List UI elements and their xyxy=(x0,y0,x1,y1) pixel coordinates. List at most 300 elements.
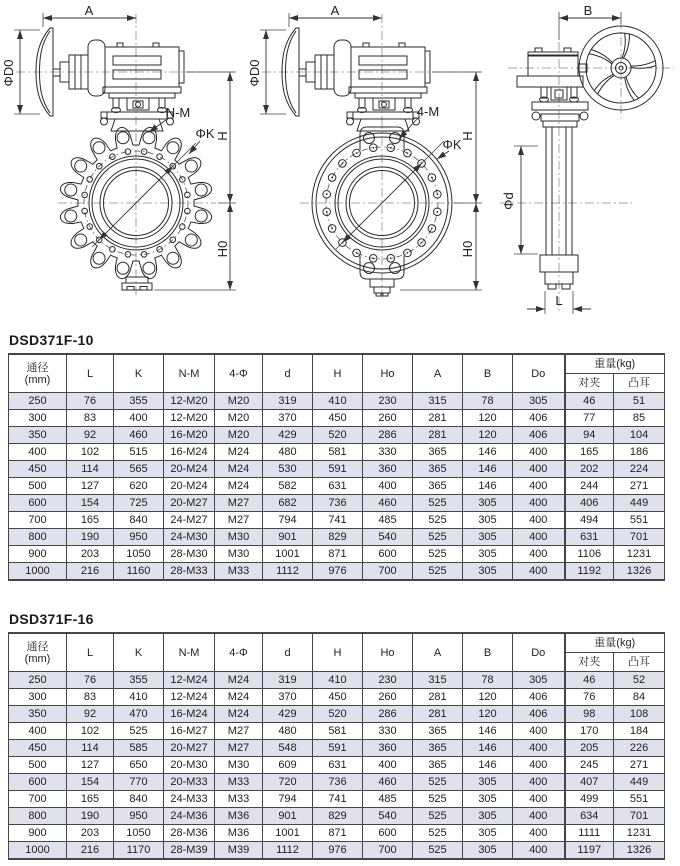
table-row xyxy=(9,689,665,706)
table-cell: 305 xyxy=(463,563,513,581)
drawing-shape xyxy=(107,112,167,119)
drawing-shape xyxy=(342,163,344,165)
table-row xyxy=(9,495,665,512)
table-cell: M20 xyxy=(215,393,263,410)
dim-label-h0: H0 xyxy=(215,240,230,258)
drawing-shape xyxy=(53,69,60,76)
table-cell: 146 xyxy=(463,444,513,461)
label-phi-k: ΦK xyxy=(195,126,215,141)
dimension-labels xyxy=(1,3,592,308)
table-cell: 450 xyxy=(313,689,363,706)
drawing-shape xyxy=(407,252,409,254)
table-cell: 400 xyxy=(513,546,565,563)
table-cell: 355 xyxy=(114,393,164,410)
table-cell: 525 xyxy=(413,791,463,808)
drawing-shape xyxy=(103,87,181,93)
drawing-shape xyxy=(185,160,197,172)
table-cell: 46 xyxy=(565,393,614,410)
table-cell: 1231 xyxy=(614,825,665,842)
table-cell: 365 xyxy=(413,757,463,774)
drawing-shape xyxy=(625,77,634,100)
table-cell: 631 xyxy=(565,529,614,546)
table-cell: 406 xyxy=(513,706,565,723)
table-cell: 85 xyxy=(614,410,665,427)
table-row xyxy=(9,393,665,410)
table-cell: 244 xyxy=(565,478,614,495)
table-cell: 525 xyxy=(413,512,463,529)
dim-label-l: L xyxy=(555,293,563,308)
col-header-lug: 凸耳 xyxy=(614,374,665,393)
drawing-shape xyxy=(125,252,131,258)
table-cell: 525 xyxy=(413,842,463,860)
drawing-shape xyxy=(331,228,333,230)
table-cell: 480 xyxy=(263,723,313,740)
table-row xyxy=(9,512,665,529)
table-cell: 1111 xyxy=(565,825,614,842)
drawing-shape xyxy=(65,184,77,196)
table-cell: 216 xyxy=(67,842,114,860)
table-cell: 350 xyxy=(9,427,67,444)
drawing-shape xyxy=(153,43,159,47)
lug-valve-front-view xyxy=(14,13,236,298)
table-cell: 370 xyxy=(263,410,313,427)
dim-label-a: A xyxy=(84,3,94,18)
table-cell: 305 xyxy=(463,808,513,825)
table-cell: 829 xyxy=(313,808,363,825)
table-cell: 281 xyxy=(413,689,463,706)
table-cell: 250 xyxy=(9,672,67,689)
drawing-shape xyxy=(355,93,421,98)
drawing-shape xyxy=(113,70,161,79)
table-cell: 485 xyxy=(363,791,413,808)
table-cell: 305 xyxy=(463,512,513,529)
table-cell: 77 xyxy=(565,410,614,427)
technical-drawings xyxy=(0,0,680,322)
table-cell: 950 xyxy=(114,808,164,825)
table-cell: 305 xyxy=(463,774,513,791)
table-cell: 682 xyxy=(263,495,313,512)
table-cell: 410 xyxy=(313,393,363,410)
table-cell: 525 xyxy=(413,774,463,791)
drawing-shape xyxy=(65,210,77,222)
table-cell: 230 xyxy=(363,672,413,689)
table-cell: 250 xyxy=(9,393,67,410)
table-row xyxy=(9,529,665,546)
table-cell: 429 xyxy=(263,427,313,444)
drawing-shape xyxy=(543,121,577,127)
table-cell: 102 xyxy=(67,444,114,461)
table-cell: 530 xyxy=(263,461,313,478)
wafer-valve-front-view xyxy=(260,13,482,298)
dim-label-h-2: H xyxy=(460,131,475,141)
table-cell: 76 xyxy=(67,393,114,410)
table-cell: M33 xyxy=(215,791,263,808)
table-cell: 400 xyxy=(513,563,565,581)
table-cell: 20-M27 xyxy=(164,495,215,512)
table-cell: 429 xyxy=(263,706,313,723)
drawing-shape xyxy=(326,193,328,195)
table-cell: 78 xyxy=(463,393,513,410)
table-cell: 286 xyxy=(363,427,413,444)
table-cell: 286 xyxy=(363,706,413,723)
table-cell: 581 xyxy=(313,444,363,461)
table-cell: 1001 xyxy=(263,825,313,842)
table-cell: 84 xyxy=(614,689,665,706)
table-cell: 165 xyxy=(67,791,114,808)
table-cell: 1170 xyxy=(114,842,164,860)
table-cell: 28-M36 xyxy=(164,825,215,842)
drawing-shape xyxy=(413,118,420,125)
drawing-shape xyxy=(93,142,105,154)
table-cell: 400 xyxy=(513,808,565,825)
table-cell: 216 xyxy=(67,563,114,581)
table-cell: 20-M24 xyxy=(164,478,215,495)
table-cell: 406 xyxy=(513,689,565,706)
table-cell: 271 xyxy=(614,478,665,495)
table-cell: M36 xyxy=(215,808,263,825)
drawing-shape xyxy=(109,93,175,98)
drawing-shape xyxy=(594,74,613,90)
table-cell: 98 xyxy=(565,706,614,723)
table-cell: 281 xyxy=(413,706,463,723)
table-cell: 20-M27 xyxy=(164,740,215,757)
table-cell: M36 xyxy=(215,825,263,842)
table-cell: 400 xyxy=(9,723,67,740)
col-header-b: B xyxy=(463,633,513,672)
table-cell: 701 xyxy=(614,808,665,825)
table-cell: 840 xyxy=(114,512,164,529)
drawing-shape xyxy=(623,34,629,58)
drawing-shape xyxy=(532,102,588,110)
table-cell: 12-M24 xyxy=(164,689,215,706)
table-cell: 591 xyxy=(313,740,363,757)
table-row xyxy=(9,825,665,842)
table-cell: M24 xyxy=(215,706,263,723)
table-cell: 12-M24 xyxy=(164,672,215,689)
drawing-shape xyxy=(126,277,148,283)
dim-label-a-2: A xyxy=(330,3,340,18)
table-cell: 400 xyxy=(513,791,565,808)
table-cell: 736 xyxy=(313,774,363,791)
col-header-k: K xyxy=(114,633,164,672)
table-cell: 365 xyxy=(413,478,463,495)
table-cell: 736 xyxy=(313,495,363,512)
table-cell: 305 xyxy=(463,825,513,842)
table-cell: 525 xyxy=(413,546,463,563)
table-cell: 470 xyxy=(114,706,164,723)
table-cell: 16-M24 xyxy=(164,706,215,723)
table-cell: 365 xyxy=(413,723,463,740)
table-cell: 202 xyxy=(565,461,614,478)
table-cell: 976 xyxy=(313,563,363,581)
drawing-shape xyxy=(351,47,425,87)
table-cell: 76 xyxy=(565,689,614,706)
table-cell: 305 xyxy=(513,672,565,689)
table-cell: 551 xyxy=(614,791,665,808)
table-cell: 16-M24 xyxy=(164,444,215,461)
drawing-shape xyxy=(113,98,119,108)
table-cell: 203 xyxy=(67,825,114,842)
table-cell: M20 xyxy=(215,427,263,444)
table-cell: 634 xyxy=(565,808,614,825)
table-cell: M30 xyxy=(215,546,263,563)
table-cell: 370 xyxy=(263,689,313,706)
dim-label-h0-2: H0 xyxy=(460,240,475,258)
col-header-nm: N-M xyxy=(164,633,215,672)
drawing-shape xyxy=(173,143,196,166)
drawing-shape xyxy=(405,98,411,108)
table-cell: 1112 xyxy=(263,842,313,860)
drawing-shape xyxy=(422,141,444,163)
table-cell: 24-M27 xyxy=(164,512,215,529)
table-cell: 184 xyxy=(614,723,665,740)
drawing-shape xyxy=(347,118,354,125)
table-row xyxy=(9,563,665,581)
table-cell: 741 xyxy=(313,791,363,808)
table-cell: 700 xyxy=(9,791,67,808)
table-cell: 260 xyxy=(363,689,413,706)
drawing-shape xyxy=(195,210,207,222)
table-cell: 400 xyxy=(513,529,565,546)
table-cell: 901 xyxy=(263,529,313,546)
dim-label-b: B xyxy=(583,3,593,18)
table-cell: 1231 xyxy=(614,546,665,563)
header-row xyxy=(9,354,665,374)
col-header-nm: N-M xyxy=(164,354,215,393)
table-cell: 1000 xyxy=(9,842,67,860)
table-cell: 83 xyxy=(67,689,114,706)
table-title-dsd371f-16: DSD371F-16 xyxy=(9,611,94,627)
drawing-shape xyxy=(357,119,409,131)
drawing-shape xyxy=(110,247,116,253)
table-row xyxy=(9,461,665,478)
table-cell: 400 xyxy=(513,461,565,478)
table-cell: 315 xyxy=(413,393,463,410)
table-cell: 78 xyxy=(463,672,513,689)
col-header-b: B xyxy=(463,354,513,393)
table-cell: 600 xyxy=(363,546,413,563)
table-cell: 525 xyxy=(413,529,463,546)
table-cell: 120 xyxy=(463,410,513,427)
drawing-shape xyxy=(399,119,417,139)
drawing-shape xyxy=(189,141,200,154)
table-cell: 400 xyxy=(513,478,565,495)
table-cell: 300 xyxy=(9,689,67,706)
table-cell: 540 xyxy=(363,529,413,546)
drawing-shape xyxy=(140,287,147,291)
table-cell: M24 xyxy=(215,672,263,689)
table-row xyxy=(9,808,665,825)
table-cell: 28-M30 xyxy=(164,546,215,563)
table-cell: M39 xyxy=(215,842,263,860)
drawing-shape xyxy=(113,56,161,65)
table-cell: 16-M20 xyxy=(164,427,215,444)
table-cell: 400 xyxy=(513,444,565,461)
table-cell: 1197 xyxy=(565,842,614,860)
table-cell: 400 xyxy=(9,444,67,461)
table-cell: 305 xyxy=(463,529,513,546)
table-cell: 450 xyxy=(313,410,363,427)
table-cell: 494 xyxy=(565,512,614,529)
table-cell: M30 xyxy=(215,757,263,774)
label-phi-k-2: ΦK xyxy=(442,137,462,152)
drawing-shape xyxy=(541,114,579,121)
table-cell: 114 xyxy=(67,461,114,478)
table-cell: 400 xyxy=(513,740,565,757)
table-cell: 305 xyxy=(463,495,513,512)
drawing-shape xyxy=(159,98,165,108)
drawing-shape xyxy=(117,132,129,144)
drawing-shape xyxy=(179,51,184,83)
table-cell: 94 xyxy=(565,427,614,444)
drawing-shape xyxy=(356,152,358,154)
table-cell: 700 xyxy=(363,563,413,581)
table-cell: 305 xyxy=(463,842,513,860)
table-cell: 460 xyxy=(363,774,413,791)
drawing-shape xyxy=(517,76,583,87)
table-cell: 525 xyxy=(413,808,463,825)
table-cell: 585 xyxy=(114,740,164,757)
table-cell: M27 xyxy=(215,495,263,512)
table-cell: 12-M20 xyxy=(164,410,215,427)
table-cell: 794 xyxy=(263,512,313,529)
table-row xyxy=(9,723,665,740)
table-cell: 1000 xyxy=(9,563,67,581)
table-cell: 720 xyxy=(263,774,313,791)
drawing-shape xyxy=(437,151,449,159)
drawing-shape xyxy=(117,43,123,47)
table-cell: 300 xyxy=(9,410,67,427)
table-cell: 449 xyxy=(614,774,665,791)
col-header-lug: 凸耳 xyxy=(614,653,665,672)
table-cell: 108 xyxy=(614,706,665,723)
table-cell: 581 xyxy=(313,723,363,740)
col-header-k: K xyxy=(114,354,164,393)
table-cell: 52 xyxy=(614,672,665,689)
drawing-shape xyxy=(75,160,87,172)
table-cell: 330 xyxy=(363,723,413,740)
table-cell: 330 xyxy=(363,444,413,461)
drawing-shape xyxy=(157,154,163,160)
table-cell: 410 xyxy=(114,689,164,706)
table-cell: M24 xyxy=(215,461,263,478)
table-cell: M24 xyxy=(215,689,263,706)
valve-side-view xyxy=(500,12,674,314)
drawing-shape xyxy=(376,293,381,296)
table-cell: 120 xyxy=(463,427,513,444)
col-header-d: d xyxy=(263,633,313,672)
table-cell: 190 xyxy=(67,529,114,546)
table-cell: 829 xyxy=(313,529,363,546)
table-cell: 591 xyxy=(313,461,363,478)
table-cell: 400 xyxy=(513,495,565,512)
table-cell: 400 xyxy=(114,410,164,427)
table-cell: 146 xyxy=(463,461,513,478)
table-cell: 480 xyxy=(263,444,313,461)
table-cell: 20-M24 xyxy=(164,461,215,478)
table-cell: 400 xyxy=(513,825,565,842)
table-cell: 515 xyxy=(114,444,164,461)
table-cell: M30 xyxy=(215,529,263,546)
drawing-shape xyxy=(383,293,388,296)
table-row xyxy=(9,672,665,689)
col-header-weight: 重量(kg) xyxy=(565,633,665,653)
drawing-shape xyxy=(88,40,105,96)
table-cell: 154 xyxy=(67,774,114,791)
col-header-4phi: 4-Φ xyxy=(215,354,263,393)
dim-label-phi-d0: ΦD0 xyxy=(1,59,16,87)
table-cell: 1050 xyxy=(114,825,164,842)
drawing-shape xyxy=(541,87,547,98)
table-row xyxy=(9,478,665,495)
col-header-a: A xyxy=(413,633,463,672)
table-row xyxy=(9,740,665,757)
table-cell: 154 xyxy=(67,495,114,512)
table-cell: 499 xyxy=(565,791,614,808)
table-cell: M20 xyxy=(215,410,263,427)
table-cell: 600 xyxy=(9,495,67,512)
drawing-shape xyxy=(101,112,107,118)
drawing-shape xyxy=(407,152,409,154)
table-cell: 400 xyxy=(513,774,565,791)
table-row xyxy=(9,842,665,860)
drawing-shape xyxy=(626,77,639,99)
drawing-shape xyxy=(326,211,328,213)
table-row xyxy=(9,410,665,427)
col-header-do: Do xyxy=(513,633,565,672)
table-cell: 120 xyxy=(463,706,513,723)
table-cell: 92 xyxy=(67,706,114,723)
table-cell: 500 xyxy=(9,757,67,774)
table-cell: 525 xyxy=(114,723,164,740)
drawing-shape xyxy=(421,242,423,244)
table-cell: 406 xyxy=(513,410,565,427)
table-cell: 146 xyxy=(463,478,513,495)
table-cell: 901 xyxy=(263,808,313,825)
table-cell: 701 xyxy=(614,529,665,546)
table-cell: 230 xyxy=(363,393,413,410)
table-cell: 485 xyxy=(363,512,413,529)
table-cell: 355 xyxy=(114,672,164,689)
table-cell: 360 xyxy=(363,740,413,757)
drawing-shape xyxy=(591,50,612,63)
table-cell: 565 xyxy=(114,461,164,478)
table-cell: 449 xyxy=(614,495,665,512)
drawing-shape xyxy=(92,240,99,247)
drawing-shape xyxy=(372,257,374,259)
table-cell: 146 xyxy=(463,757,513,774)
table-title-dsd371f-10: DSD371F-10 xyxy=(9,332,94,348)
drawing-shape xyxy=(390,147,392,149)
table-cell: 450 xyxy=(9,740,67,757)
col-header-dn: 通径 (mm) xyxy=(9,354,67,393)
drawing-shape xyxy=(127,287,134,291)
table-cell: 400 xyxy=(363,478,413,495)
table-cell: 500 xyxy=(9,478,67,495)
table-row xyxy=(9,427,665,444)
table-cell: 24-M36 xyxy=(164,808,215,825)
drawing-shape xyxy=(185,234,197,246)
table-cell: 406 xyxy=(513,427,565,444)
drawing-shape xyxy=(349,87,427,93)
col-header-a: A xyxy=(413,354,463,393)
table-cell: 525 xyxy=(413,825,463,842)
table-cell: 551 xyxy=(614,512,665,529)
table-cell: 24-M33 xyxy=(164,791,215,808)
dim-label-h: H xyxy=(215,131,230,141)
col-header-weight: 重量(kg) xyxy=(565,354,665,374)
table-row xyxy=(9,757,665,774)
